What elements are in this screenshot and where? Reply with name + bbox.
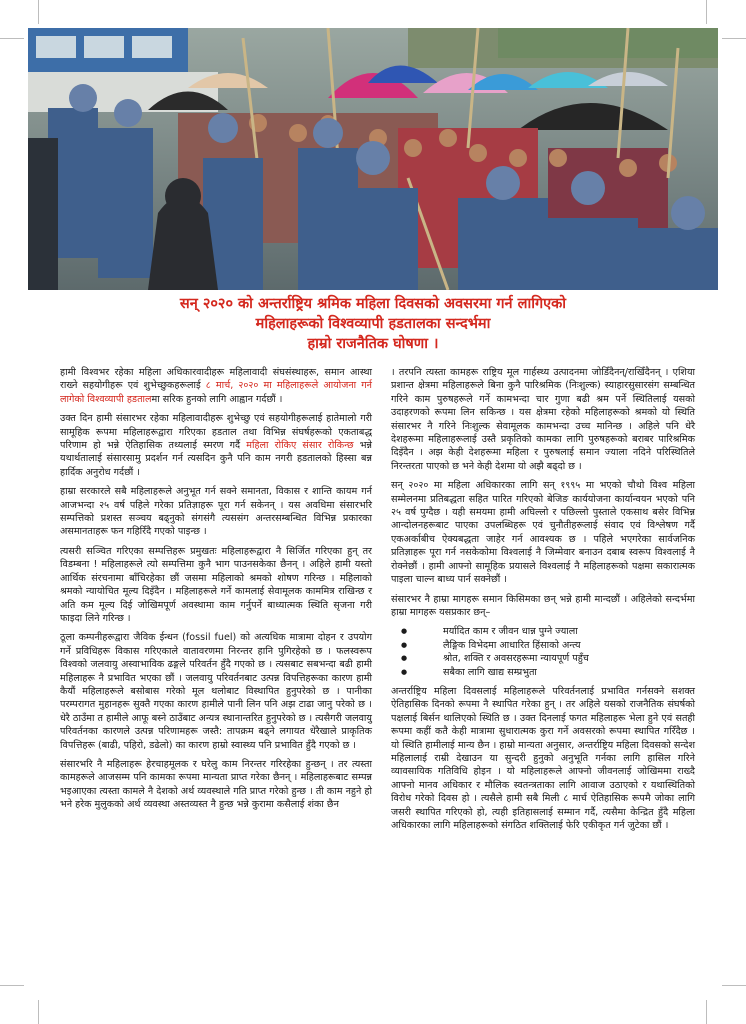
paragraph: संसारभरि नै महिलाहरू हेरचाहमूलक र घरेलु काम निरन्तर गरिरहेका हुन्छन् । तर त्यस्ता कामहरूले आजसम्म पनि कामका रूपमा मान्यता प्राप्त गरेका छैनन् । महिलाहरूबाट सम्पन्न भइआएका त्यस्ता कामले नै देशको अर्थ व्यवस्थाले गति प्राप्त गरेको हुन्छ । ती काम नहुने हो भने हरेक मुलुकको अर्थ व्यवस्था अस्तव्यस्त नै हुन्छ भन्ने कुरामा कसैलाई शंका छैन — [60, 758, 372, 811]
paragraph: त्यसरी सञ्चित गरिएका सम्पत्तिहरू प्रमुखतः महिलाहरूद्वारा नै सिर्जित गरिएका हुन् तर विडम्बना ! महिलाहरूले त्यो सम्पत्तिमा कुनै भाग पाउनसकेका छैनन् । अहिले हामी यस्तो आर्थिक संरचनामा बाँचिरहेका छौं जसमा महिलाको श्रमको शोषण गरिन्छ । महिलाको श्रमको न्यायोचित मूल्य दिइँदैन । महिलाहरूले गर्ने कामलाई सेवामूलक काममित्र राखिन्छ र अति कम मूल्य दिई जोखिमपूर्ण अवस्थामा काम गर्नुपर्ने बाध्यात्मक स्थिति सृजना गरी फाइदा लिने गरिन्छ । — [60, 545, 372, 624]
crop-mark — [0, 38, 24, 39]
text-run: भन्ने यथार्थतालाई संसारसामु प्रदर्शन गर्न त्यसदिन कुनै पनि काम नगरी हडतालको हिस्सा बन्न हार्दिक अनुरोध गर्दछौं । — [60, 440, 372, 478]
crop-mark — [706, 1000, 707, 1024]
crop-mark — [38, 0, 39, 24]
list-item: ● श्रोत, शक्ति र अवसरहरूमा न्यायपूर्ण पहुँच — [391, 652, 695, 665]
headline-line-3: हाम्रो राजनैतिक घोषणा । — [307, 336, 439, 352]
crop-mark — [722, 38, 746, 39]
paragraph: अन्तर्राष्ट्रिय महिला दिवसलाई महिलाहरूले परिवर्तनलाई प्रभावित गर्नसक्ने सशक्त ऐतिहासिक दिनको रूपमा नै स्थापित गरेका हुन् । तर अहिले यसको राजनैतिक संघर्षको पक्षलाई बिर्सन थालिएको स्थिति छ । उक्त दिनलाई फगत महिलाहरू भेला हुने एवं सतही रूपमा कहीं कतै केही मात्रामा सुधारात्मक कुरा गर्ने अवसरको रूपमा स्थापित गरिँदैछ । यो स्थिति हामीलाई मान्य छैन । हाम्रो मान्यता अनुसार, अन्तर्राष्ट्रिय महिला दिवसको सन्देश महिलालाई राम्री देखाउन या सुन्दरी हुनुको अनुभूति गर्नका लागि हासिल गरिने व्यावसायिक गतिविधि होइन । यो महिलाहरूले आफ्नो जीवनलाई जोखिममा राख्दै आफ्नो मानव अधिकार र मौलिक स्वतन्त्रताका लागि आवाज उठाएको र यथास्थितिको विरोध गरेको दिवस हो । त्यसैले हामी सबै मिली ८ मार्च ऐतिहासिक रूपमै जोका लागि जसरी स्थापित गरिएको हो, त्यही इतिहासलाई सम्मान गर्दै, त्यसैमा केन्द्रित हुँदै महिला अधिकारका लागि महिलाहरूको संगठित शक्तिलाई फेरि एकीकृत गर्न जुटेका छौं । — [391, 685, 695, 831]
crop-mark — [722, 985, 746, 986]
text-run: उक्त दिन हामी संसारभर रहेका महिलावादीहरू शुभेच्छु एवं सहयोगीहरूलाई हातेमालो गरी सामूहिक रूपमा महिलाहरूद्वारा गरिएका हडताल तथा विभिन्न संघर्षहरूको एकताबद्ध परिणाम हो भन्ने ऐतिहासिक तथ्यलाई स्मरण गर्दै — [60, 413, 372, 452]
paragraph: सन् २०२० मा महिला अधिकारका लागि सन् १९९५ मा भएको चौथो विश्व महिला सम्मेलनमा प्रतिबद्धता सहित पारित गरिएको बेजिङ कार्ययोजना कार्यान्वयन भएको पनि २५ वर्ष पुग्दैछ । यही समयमा हामी अघिल्लो र पछिल्लो पुस्ताले एकसाथ बसेर विभिन्न आन्दोलनहरूबाट पाएका उपलब्धिहरू एवं चुनौतीहरूलाई संवाद एवं विश्लेषण गर्दै एकअर्काबीच ऐक्यबद्धता जाहेर गर्न आवश्यक छ । पहिले भएगरेका सार्वजनिक प्रतिज्ञाहरू पूरा गर्न नसकेकोमा विश्वलाई नै जिम्मेवार बनाउन दबाब स्वरूप विश्वलाई नै रोक्नेछौं । हामी आफ्नो सामूहिक प्रयासले विश्वलाई नै महिलाहरूको पक्षमा सकारात्मक पाइला चाल्न बाध्य पार्न सक्नेछौं । — [391, 480, 695, 586]
list-item: ● मर्यादित काम र जीवन धान्न पुग्ने ज्याला — [391, 625, 695, 638]
list-item: ● सबैका लागि खाद्य सम्प्रभुता — [391, 666, 695, 679]
paragraph: हाम्रा सरकारले सबै महिलाहरूले अनुभूत गर्न सक्ने समानता, विकास र शान्ति कायम गर्न आजभन्दा २५ वर्ष पहिले गरेका प्रतिज्ञाहरू पूरा गर्न सकेनन् । यस अवधिमा संसारभरि सम्पत्तिको प्रशस्त सञ्चय बढ्नुको संगसंगै त्यससंग अन्तरसम्बन्धित विभिन्न प्रकारका असमानताहरू फन गहिरिँदै गएको पाइन्छ । — [60, 486, 372, 538]
right-column — [391, 366, 695, 838]
crop-mark — [38, 1000, 39, 1024]
protest-scene-illustration — [28, 28, 718, 290]
headline — [60, 294, 686, 354]
crop-mark — [0, 985, 24, 986]
crop-mark — [706, 0, 707, 24]
highlight-text: महिला रोकिए संसार रोकिन्छ — [246, 440, 354, 452]
text-run: मा सरिक हुनको लागि आह्वान गर्दछौं । — [151, 393, 283, 405]
paragraph: ठूला कम्पनीहरूद्वारा जैविक ईन्धन (fossil fuel) को अत्यधिक मात्रामा दोहन र उपयोग गर्ने प्रविधिहरू विकास गरिएकाले वातावरणमा निरन्तर हानि पुगिरहेको छ । फलस्वरूप विश्वको जलवायु अस्वाभाविक ढङ्गले परिवर्तन हुँदै गएको छ । त्यसबाट सबभन्दा बढी हामी महिलाहरू नै प्रभावित भएका छौं । जलवायु परिवर्तनबाट उत्पन्न विपत्तिहरूका कारण हामी कैयौं महिलाहरूले बसोबास गरेको मूल थलोबाट विस्थापित हुनुपरेको छ । पानीका परम्परागत मुहानहरू सुक्तै गएका कारण हामीले पानी लिन पनि अझ टाढा जानु परेको छ । धेरै ठाउँमा त हामीले आफू बस्ने ठाउँबाट अन्यत्र स्थानान्तरित हुनुपरेको छ । त्यसैगरी जलवायु परिवर्तनका कारणले उत्पन्न परिणामहरू जस्तै: तापक्रम बढ्ने लगायत धेरैखाले प्राकृतिक विपत्तिहरू (बाढी, पहिरो, डढेलो) का कारण हाम्रो स्वास्थ्य पनि प्रभावित हुँदै गएको छ । — [60, 632, 372, 751]
headline-line-2: महिलाहरूको विश्वव्यापी हडतालका सन्दर्भमा — [255, 316, 491, 332]
demands-list — [391, 625, 695, 679]
headline-line-1: सन् २०२० को अन्तर्राष्ट्रिय श्रमिक महिला दिवसको अवसरमा गर्न लागिएको — [179, 296, 567, 312]
paragraph: संसारभर नै हाम्रा मागहरू समान किसिमका छन् भन्ने हामी मान्दछौं । अहिलेको सन्दर्भमा हाम्रा मागहरू यसप्रकार छन्– — [391, 593, 695, 618]
paragraph: । तरपनि त्यस्ता कामहरू राष्ट्रिय मूल गार्हस्थ्य उत्पादनमा जोडिँदैनन्/राखिँदैनन् । एशिया प्रशान्त क्षेत्रमा महिलाहरूले बिना कुनै पारिश्रमिक (निःशुल्क) स्याहारसुसारसंग सम्बन्धित गरिने काम पुरुषहरूले गर्ने कामभन्दा चार गुणा बढी श्रम पर्ने स्थितिलाई यसको उदाहरणको रूपमा लिन सकिन्छ । यस क्षेत्रमा रहेको महिलाहरूको श्रमको यो स्थिति संसारभर नै गरिने निःशुल्क सेवामूलक कामभन्दा उच्च मानिन्छ । अहिले पनि धेरै देशहरूमा महिलाहरूलाई उस्तै प्रकृतिको कामका लागि पुरुषहरूको बराबर पारिश्रमिक दिइँदैन । अझ केही देशहरूमा महिला र पुरुषलाई समान ज्याला नदिने परिस्थितिले निरन्तरता पाएको छ भने केही देशमा यो अझै बढ्दो छ । — [391, 367, 695, 472]
left-column — [60, 366, 372, 818]
list-item: ● लैङ्गिक विभेदमा आधारित हिंसाको अन्त्य — [391, 639, 695, 652]
text-run: हामी विश्वभर रहेका महिला अधिकारवादीहरू महिलावादी संघसंस्थाहरू, समान आस्था राख्ने सहयोगीहरू एवं शुभेच्छुकहरूलाई — [60, 367, 372, 392]
paragraph — [60, 366, 372, 406]
highlight-text: ८ मार्च, २०२० मा महिलाहरूले आयोजना गर्न लागेको विश्वव्यापी हडताल — [60, 380, 372, 405]
paragraph — [60, 412, 372, 479]
protest-photo — [28, 28, 718, 290]
